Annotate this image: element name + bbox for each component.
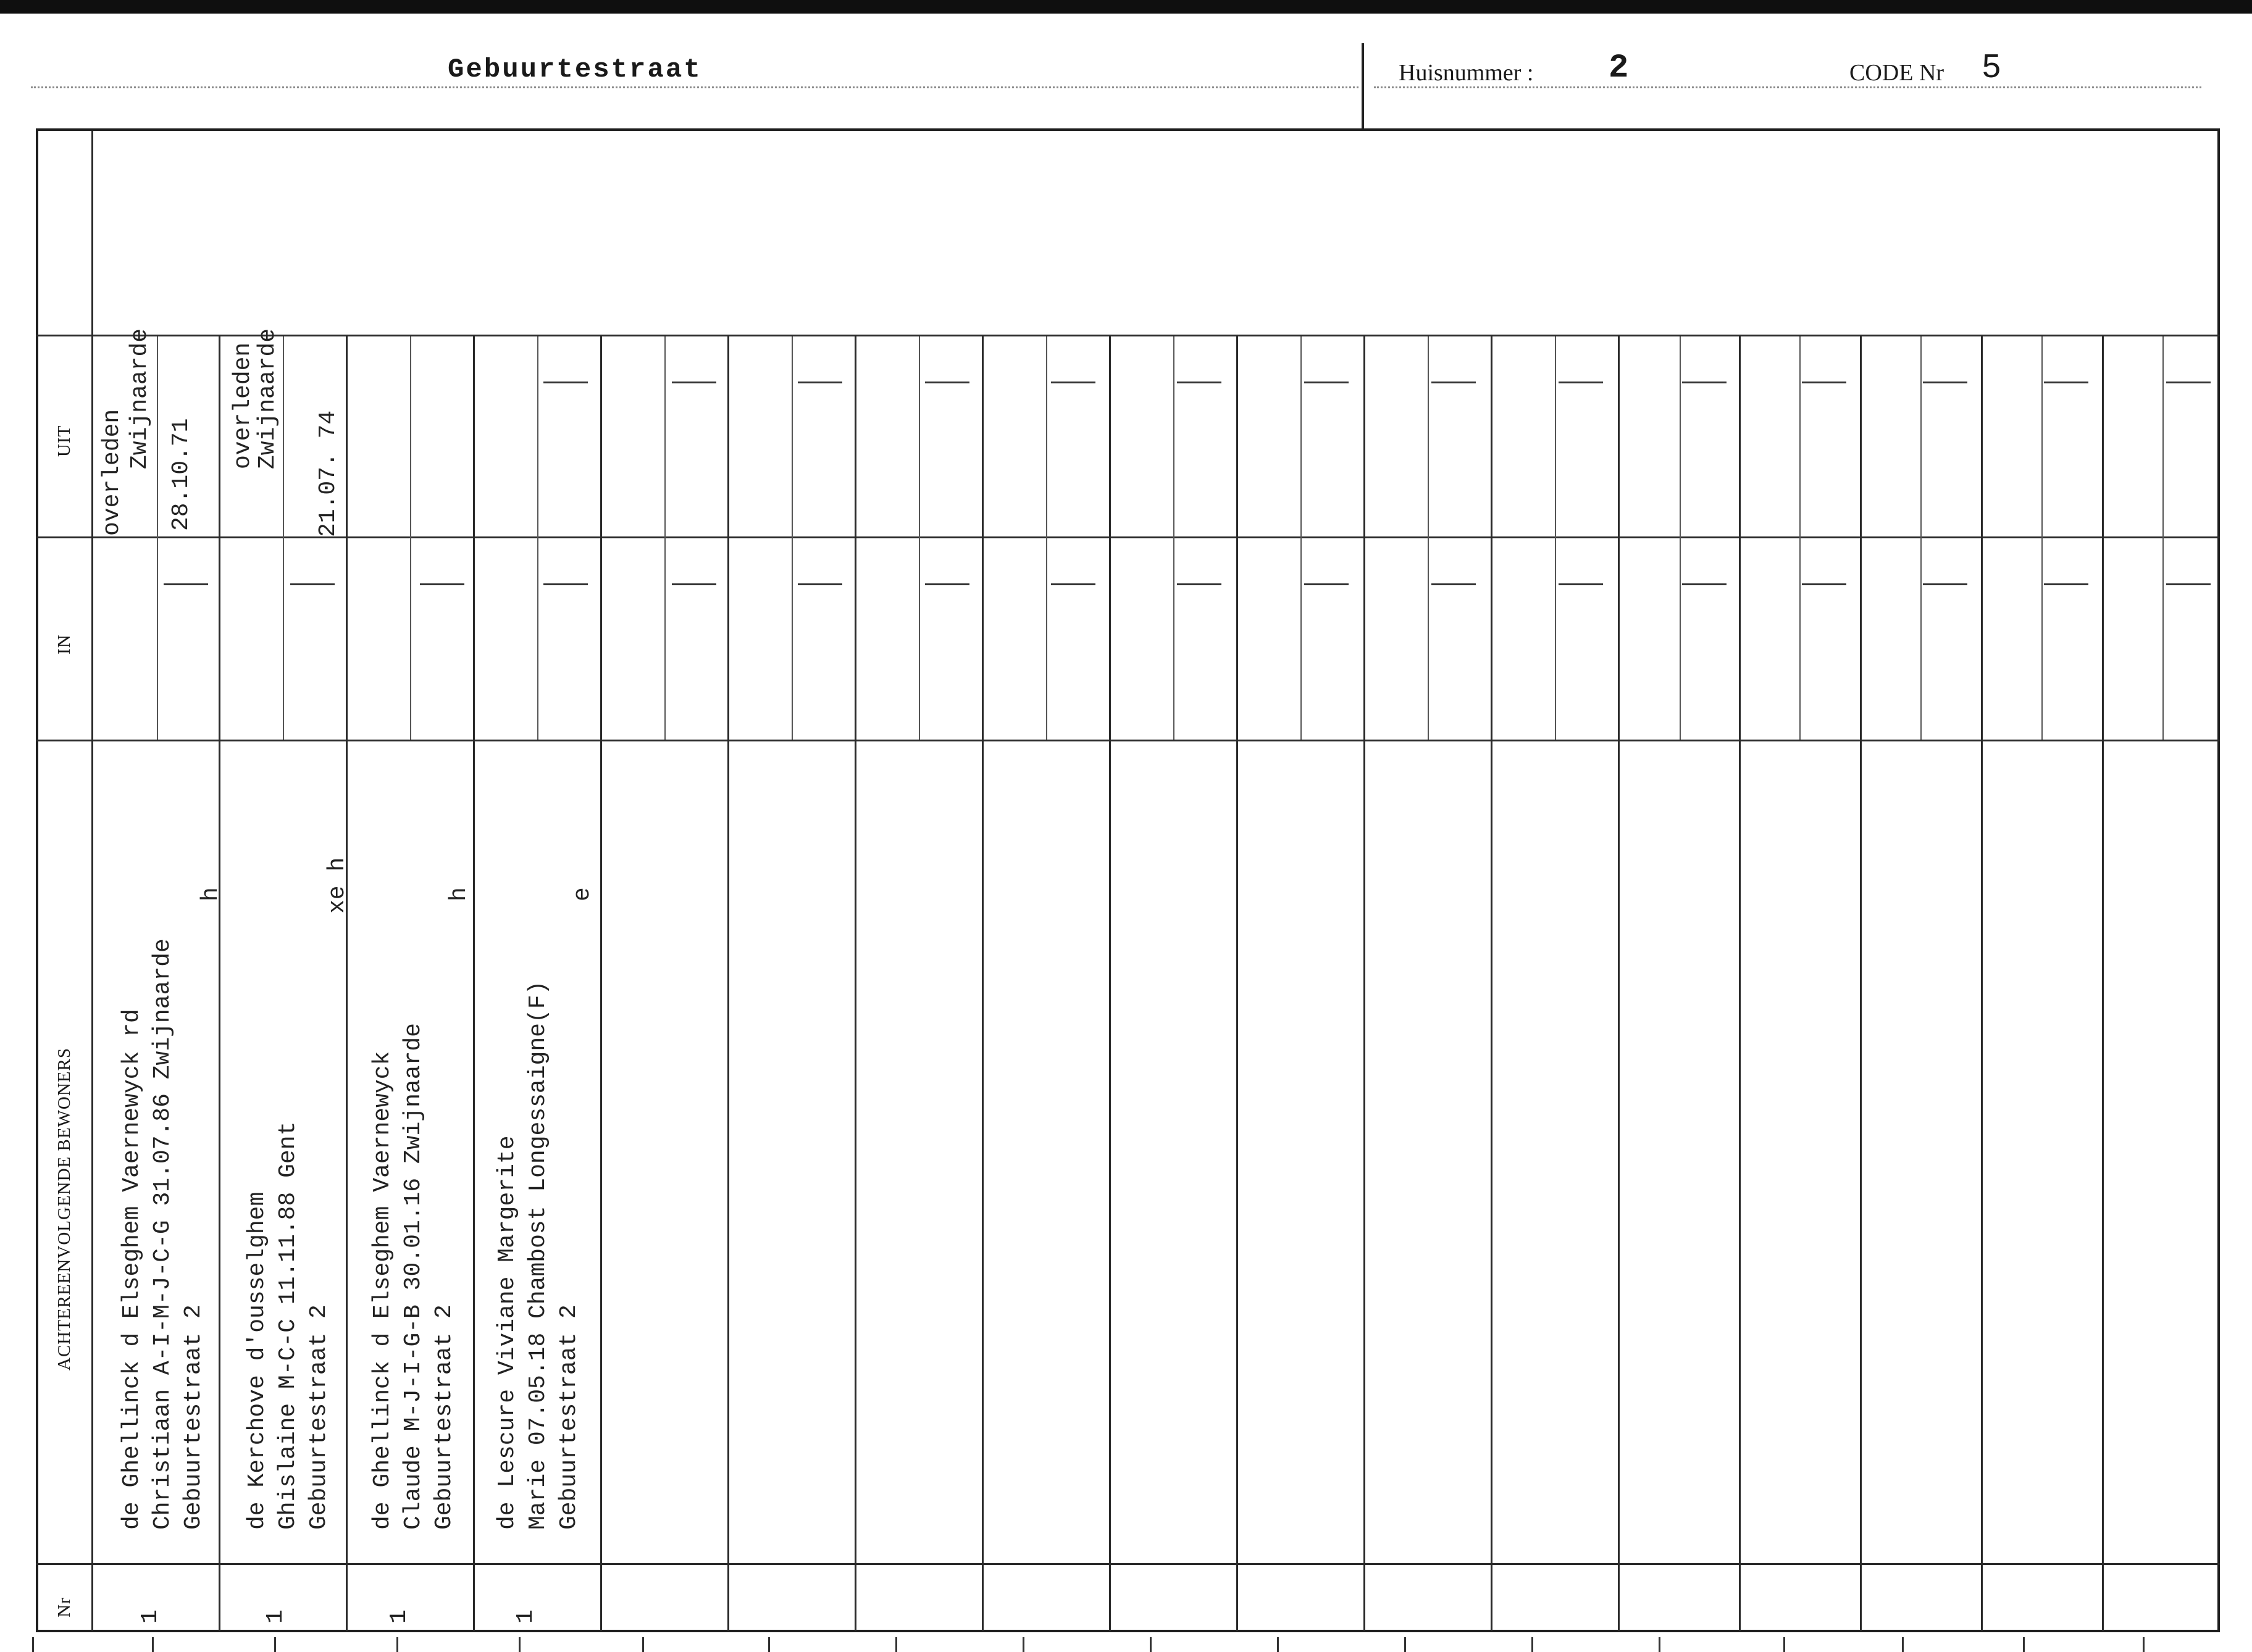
in-dash xyxy=(1304,583,1349,585)
resident-4-line-2: Marie 07.05.18 Chambost Longessaigne(F) xyxy=(525,980,551,1530)
row-line-uit-top xyxy=(36,335,93,336)
uit-dash xyxy=(1431,382,1476,383)
uit-dash xyxy=(2166,382,2211,383)
register-table xyxy=(36,128,2220,1632)
row-line-uit-in xyxy=(36,536,2220,538)
subcolumn-divider xyxy=(664,336,666,740)
subcolumn-divider xyxy=(919,336,920,740)
resident-2-mark: xe h xyxy=(324,857,351,914)
house-number-label: Huisnummer : xyxy=(1399,60,1534,86)
bottom-tick xyxy=(1902,1637,1904,1652)
house-number-value: 2 xyxy=(1609,49,1629,87)
subcolumn-divider xyxy=(1920,336,1922,740)
resident-2-uit-reason-2: Zwijnaarde xyxy=(254,328,281,469)
in-dash xyxy=(2044,583,2088,585)
resident-2-line-2: Ghislaine M-C-C 11.11.88 Gent xyxy=(275,1121,301,1530)
uit-dash xyxy=(1304,382,1349,383)
in-dash xyxy=(1051,583,1095,585)
in-dash xyxy=(925,583,969,585)
subcolumn-divider xyxy=(1680,336,1681,740)
in-dash xyxy=(1682,583,1727,585)
subcolumn-divider xyxy=(1799,336,1801,740)
uit-label: UIT xyxy=(54,425,74,457)
street-name: Gebuurtestraat xyxy=(448,54,702,85)
uit-dash xyxy=(543,382,588,383)
column-divider xyxy=(2102,336,2104,1631)
in-dash xyxy=(798,583,842,585)
resident-2-line-1: de Kerchove d'ousselghem xyxy=(244,1191,270,1530)
column-divider xyxy=(346,336,348,1631)
bewoners-label: ACHTEREENVOLGENDE BEWONERS xyxy=(54,1048,74,1370)
in-dash xyxy=(543,583,588,585)
top-border xyxy=(0,0,2252,14)
subcolumn-divider xyxy=(537,336,538,740)
uit-dash xyxy=(925,382,969,383)
resident-4-line-3: Gebuurtestraat 2 xyxy=(556,1304,582,1530)
resident-3-line-1: de Ghellinck d Elseghem Vaernewyck xyxy=(369,1051,396,1530)
bottom-tick xyxy=(2023,1637,2025,1652)
in-label: IN xyxy=(54,634,74,654)
bottom-tick xyxy=(895,1637,897,1652)
uit-dash xyxy=(1559,382,1603,383)
resident-3-mark: h xyxy=(446,887,472,901)
bottom-tick xyxy=(274,1637,276,1652)
bottom-tick xyxy=(1659,1637,1660,1652)
in-dash xyxy=(420,583,464,585)
bottom-tick xyxy=(519,1637,521,1652)
column-divider xyxy=(1491,336,1492,1631)
column-divider xyxy=(1363,336,1365,1631)
column-divider xyxy=(855,336,856,1631)
bottom-tick xyxy=(1150,1637,1152,1652)
in-dash xyxy=(290,583,335,585)
bottom-tick xyxy=(1023,1637,1024,1652)
in-dash xyxy=(1177,583,1221,585)
resident-1-uit-date: 28.10.71 xyxy=(168,418,195,531)
bottom-tick xyxy=(1404,1637,1406,1652)
in-dash xyxy=(1802,583,1846,585)
uit-dash xyxy=(2044,382,2088,383)
resident-2-uit-reason-1: overleden xyxy=(230,342,256,469)
column-divider xyxy=(982,336,984,1631)
column-divider xyxy=(1860,336,1862,1631)
subcolumn-divider xyxy=(283,336,284,740)
bottom-tick xyxy=(32,1637,34,1652)
column-divider xyxy=(1236,336,1238,1631)
bottom-tick xyxy=(1277,1637,1279,1652)
bottom-tick xyxy=(1531,1637,1533,1652)
resident-2-nr: 1 xyxy=(262,1609,289,1624)
subcolumn-divider xyxy=(792,336,793,740)
column-divider xyxy=(1618,336,1620,1631)
column-divider xyxy=(473,336,475,1631)
column-divider xyxy=(1739,336,1741,1631)
code-label: CODE Nr xyxy=(1849,60,1944,86)
label-column-divider xyxy=(91,131,93,1631)
uit-dash xyxy=(1682,382,1727,383)
subcolumn-divider xyxy=(410,336,411,740)
column-divider xyxy=(1109,336,1111,1631)
in-dash xyxy=(1431,583,1476,585)
resident-2-line-3: Gebuurtestraat 2 xyxy=(306,1304,332,1530)
subcolumn-divider xyxy=(1428,336,1429,740)
bottom-tick xyxy=(2143,1637,2145,1652)
subcolumn-divider xyxy=(157,336,158,740)
subcolumn-divider xyxy=(1046,336,1047,740)
row-line-bewoners-nr xyxy=(36,1563,2220,1565)
uit-dash xyxy=(1177,382,1221,383)
bottom-tick xyxy=(1783,1637,1785,1652)
code-number: 5 xyxy=(1982,48,2001,85)
uit-dash xyxy=(1802,382,1846,383)
header-dotline-left xyxy=(31,86,1358,88)
resident-3-line-2: Claude M-J-I-G-B 30.01.16 Zwijnaarde xyxy=(400,1023,427,1530)
resident-1-uit-reason-1: overleden xyxy=(99,409,125,536)
resident-3-line-3: Gebuurtestraat 2 xyxy=(431,1304,458,1530)
in-dash xyxy=(672,583,716,585)
resident-1-nr: 1 xyxy=(137,1609,164,1624)
subcolumn-divider xyxy=(2041,336,2043,740)
bottom-tick xyxy=(396,1637,398,1652)
column-divider xyxy=(727,336,729,1631)
header-dotline-right xyxy=(1374,86,2201,88)
resident-2-uit-date: 21.07. 74 xyxy=(315,410,341,537)
resident-4-line-1: de Lescure Viviane Margerite xyxy=(494,1135,521,1530)
bottom-tick xyxy=(768,1637,770,1652)
subcolumn-divider xyxy=(2162,336,2164,740)
column-divider xyxy=(1981,336,1983,1631)
bottom-tick xyxy=(642,1637,644,1652)
column-divider xyxy=(219,336,220,1631)
uit-dash xyxy=(672,382,716,383)
resident-1-line-1: de Ghellinck d Elseghem Vaernewyck rd xyxy=(119,1009,145,1530)
in-dash xyxy=(2166,583,2211,585)
subcolumn-divider xyxy=(1555,336,1556,740)
nr-label: Nr xyxy=(54,1597,74,1617)
resident-1-line-3: Gebuurtestraat 2 xyxy=(180,1304,207,1530)
bottom-tick xyxy=(152,1637,154,1652)
column-divider xyxy=(600,336,602,1631)
row-line-top-blank xyxy=(93,335,2220,336)
resident-3-nr: 1 xyxy=(386,1609,412,1624)
resident-1-uit-reason-2: Zwijnaarde xyxy=(127,328,153,469)
in-dash xyxy=(164,583,208,585)
row-line-in-bewoners xyxy=(36,740,2220,741)
header-separator xyxy=(1362,43,1364,128)
uit-dash xyxy=(798,382,842,383)
resident-1-line-2: Christiaan A-I-M-J-C-G 31.07.86 Zwijnaarde xyxy=(149,938,176,1530)
subcolumn-divider xyxy=(1173,336,1174,740)
in-dash xyxy=(1923,583,1967,585)
uit-dash xyxy=(1051,382,1095,383)
subcolumn-divider xyxy=(1300,336,1302,740)
in-dash xyxy=(1559,583,1603,585)
resident-4-mark: e xyxy=(569,887,596,901)
resident-1-mark: h xyxy=(198,887,224,901)
resident-4-nr: 1 xyxy=(513,1609,539,1624)
uit-dash xyxy=(1923,382,1967,383)
